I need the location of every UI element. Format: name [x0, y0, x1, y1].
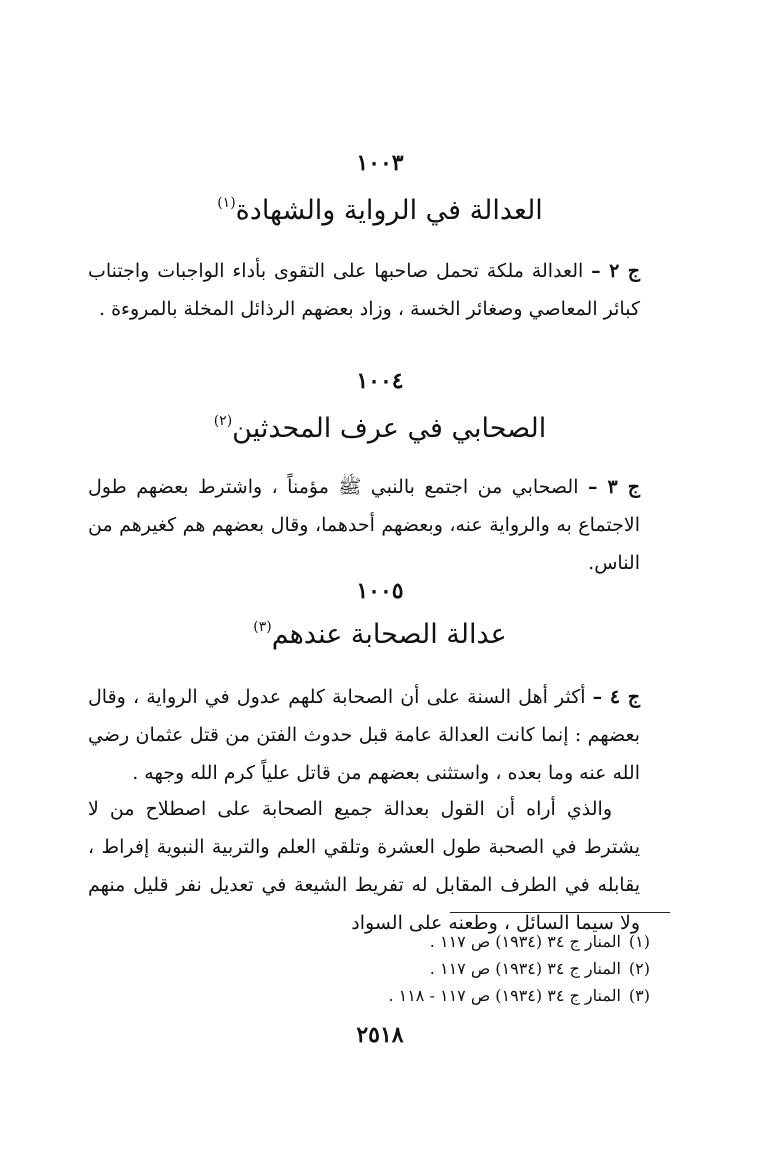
- section-title: [0, 619, 760, 650]
- section-title-text: الصحابي في عرف المحدثين: [232, 413, 547, 444]
- footnote-text: المنار ج ٣٤ (١٩٣٤) ص ١١٧ .: [429, 932, 621, 951]
- section-number: ١٠٠٤: [356, 368, 404, 394]
- paragraph-text: أكثر أهل السنة على أن الصحابة كلهم عدول في الرواية ، وقال بعضهم : إنما كانت العدالة عامة قبل حدوث الفتن من قتل عثمان رضي الله عنه وما بعده ، واستثنى بعضهم من قاتل علياً كرم الله وجهه .: [88, 686, 640, 784]
- paragraph-text: الصحابي من اجتمع بالنبي ﷺ مؤمناً ، واشترط بعضهم طول الاجتماع به والرواية عنه، وبعضهم أحدهما، وقال بعضهم هم كغيرهم من الناس.: [88, 476, 640, 574]
- section-paragraph: [88, 468, 640, 582]
- footnote-ref: (٣): [253, 619, 272, 635]
- footnotes-list: [90, 928, 650, 1009]
- section-number: ١٠٠٣: [356, 150, 404, 176]
- question-label: ج ٤ –: [592, 686, 640, 708]
- section-title-text: عدالة الصحابة عندهم: [271, 619, 507, 650]
- footnote-mark: (٣): [628, 986, 650, 1005]
- page-number: ٢٥١٨: [356, 1022, 404, 1048]
- footnote-ref: (٢): [213, 413, 233, 429]
- section-paragraph: [88, 252, 640, 328]
- footnote-text: المنار ج ٣٤ (١٩٣٤) ص ١١٧ .: [429, 959, 621, 978]
- footnote-ref: (١): [217, 195, 236, 211]
- section-title-text: العدالة في الرواية والشهادة: [235, 195, 543, 226]
- question-label: ج ٣ –: [587, 476, 640, 498]
- footnote: [90, 982, 650, 1009]
- footnote-mark: (٢): [628, 959, 650, 978]
- section-title: [0, 413, 760, 444]
- footnote-divider: [450, 912, 670, 913]
- closing-paragraph: والذي أراه أن القول بعدالة جميع الصحابة على اصطلاح من لا يشترط في الصحبة طول العشرة وتلقي العلم والتربية النبوية إفراط ، يقابله في الطرف المقابل له تفريط الشيعة في تعديل نفر قليل منهم ولا سيما السائل ، وطعنه على السواد: [88, 798, 640, 934]
- section-paragraph: [88, 678, 640, 792]
- question-label: ج ٢ –: [591, 260, 640, 282]
- footnote-mark: (١): [628, 932, 650, 951]
- section-title: [0, 195, 760, 226]
- footnote-text: المنار ج ٣٤ (١٩٣٤) ص ١١٧ - ١١٨ .: [388, 986, 621, 1005]
- section-number: ١٠٠٥: [356, 578, 404, 604]
- footnote: [90, 955, 650, 982]
- footnote: [90, 928, 650, 955]
- paragraph-text: العدالة ملكة تحمل صاحبها على التقوى بأداء الواجبات واجتناب كبائر المعاصي وصغائر الخسة ، وزاد بعضهم الرذائل المخلة بالمروءة .: [88, 260, 640, 320]
